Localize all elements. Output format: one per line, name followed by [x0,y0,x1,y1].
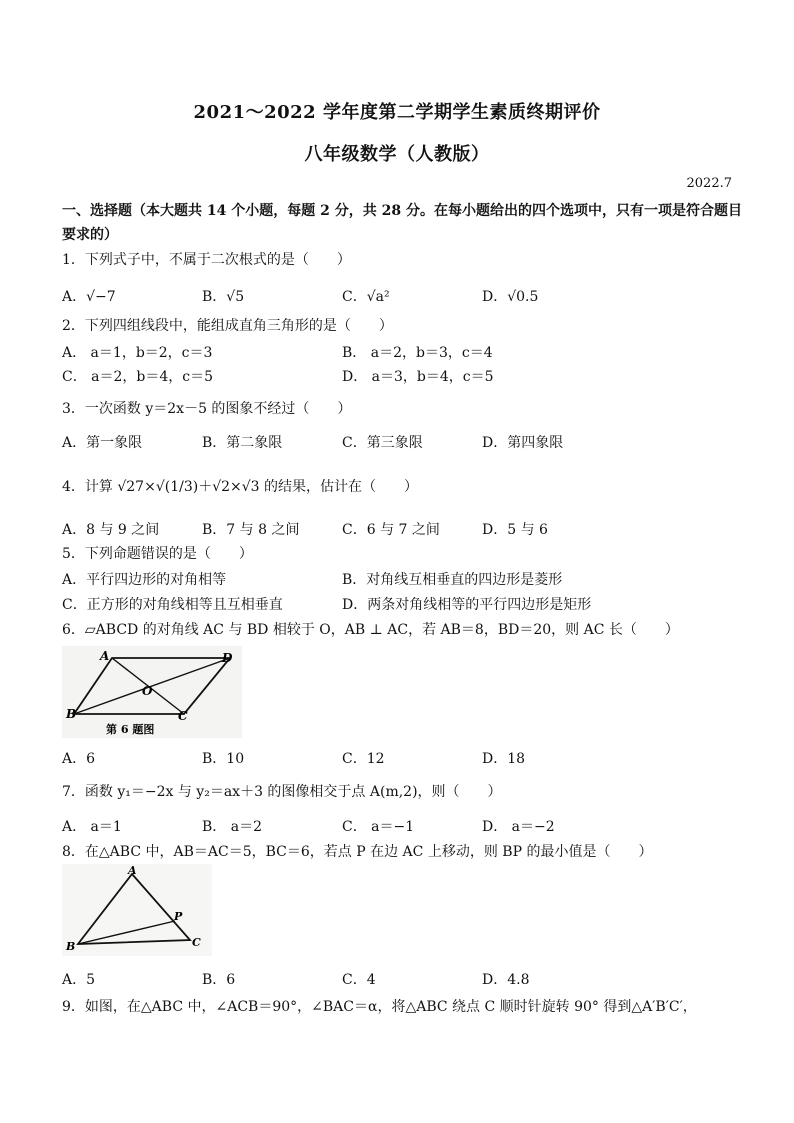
label-d: D [222,651,233,665]
label-a: A [128,864,137,877]
question-8-figure [62,864,212,956]
label-b: B [66,940,76,953]
question-6-option-c[interactable]: C．12 [342,751,385,767]
question-3-option-c[interactable]: C．第三象限 [342,435,423,451]
question-1-option-a[interactable]: A．√−7 [62,289,116,305]
question-9-stem: 9．如图，在△ABC 中，∠ACB＝90°，∠BAC＝α，将△ABC 绕点 C 顺时针旋转 90° 得到△A′B′C′， [62,999,697,1015]
question-5-option-d[interactable]: D．两条对角线相等的平行四边形是矩形 [342,597,592,613]
question-5-stem: 5．下列命题错误的是（ ） [62,546,253,562]
question-7-option-b[interactable]: B． a＝2 [202,819,262,835]
question-6-option-d[interactable]: D．18 [482,751,526,767]
question-8-option-d[interactable]: D．4.8 [482,972,530,988]
question-6-figure [62,646,242,738]
figure-6-caption: 第 6 题图 [106,723,155,736]
exam-title: 2021～2022 学年度第二学期学生素质终期评价 [193,102,601,123]
question-5-option-a[interactable]: A．平行四边形的对角相等 [62,572,227,588]
question-2-option-c[interactable]: C． a＝2，b＝4，c＝5 [62,369,214,385]
exam-subtitle: 八年级数学（人教版） [304,144,490,165]
question-4-option-a[interactable]: A．8 与 9 之间 [62,522,160,538]
label-p: P [174,910,183,923]
exam-date: 2022.7 [686,176,732,191]
question-1-option-d[interactable]: D．√0.5 [482,289,539,305]
question-1-option-b[interactable]: B．√5 [202,289,245,305]
question-2-option-d[interactable]: D． a＝3，b＝4，c＝5 [342,369,494,385]
question-8-stem: 8．在△ABC 中，AB＝AC＝5，BC＝6，若点 P 在边 AC 上移动，则 BP 的最小值是（ ） [62,844,653,860]
question-4-stem: 4．计算 √27×√(1/3)＋√2×√3 的结果，估计在（ ） [62,479,419,495]
question-4-option-b[interactable]: B．7 与 8 之间 [202,522,300,538]
label-o: O [142,684,153,698]
label-b: B [66,707,77,721]
question-3-stem: 3．一次函数 y＝2x－5 的图象不经过（ ） [62,401,352,417]
question-6-option-b[interactable]: B．10 [202,751,245,767]
question-7-option-c[interactable]: C． a＝−1 [342,819,415,835]
question-3-option-d[interactable]: D．第四象限 [482,435,564,451]
question-1-option-c[interactable]: C．√a² [342,289,390,305]
question-3-option-b[interactable]: B．第二象限 [202,435,283,451]
question-2-option-b[interactable]: B． a＝2，b＝3，c＝4 [342,345,493,361]
question-4-option-c[interactable]: C．6 与 7 之间 [342,522,440,538]
question-6-option-a[interactable]: A．6 [62,751,96,767]
question-5-option-c[interactable]: C．正方形的对角线相等且互相垂直 [62,597,283,613]
section-heading-cont: 要求的） [62,227,118,243]
question-8-option-c[interactable]: C．4 [342,972,376,988]
question-5-option-b[interactable]: B．对角线互相垂直的四边形是菱形 [342,572,563,588]
question-7-stem: 7．函数 y₁＝−2x 与 y₂＝ax＋3 的图像相交于点 A(m,2)，则（ ） [62,784,502,800]
label-c: C [192,936,201,949]
question-2-option-a[interactable]: A． a＝1，b＝2，c＝3 [62,345,213,361]
question-6-stem: 6．▱ABCD 的对角线 AC 与 BD 相较于 O，AB ⊥ AC，若 AB＝8，BD＝20，则 AC 长（ ） [62,622,679,638]
section-heading: 一、选择题（本大题共 14 个小题，每题 2 分，共 28 分。在每小题给出的四个选项中，只有一项是符合题目 [62,203,742,219]
question-8-option-b[interactable]: B．6 [202,972,236,988]
question-2-stem: 2．下列四组线段中，能组成直角三角形的是（ ） [62,318,393,334]
label-a: A [100,649,110,663]
question-3-option-a[interactable]: A．第一象限 [62,435,143,451]
question-7-option-a[interactable]: A． a＝1 [62,819,122,835]
question-8-option-a[interactable]: A．5 [62,972,96,988]
question-4-option-d[interactable]: D．5 与 6 [482,522,548,538]
label-c: C [178,709,188,723]
question-1-stem: 1．下列式子中，不属于二次根式的是（ ） [62,252,351,268]
question-7-option-d[interactable]: D． a＝−2 [482,819,555,835]
